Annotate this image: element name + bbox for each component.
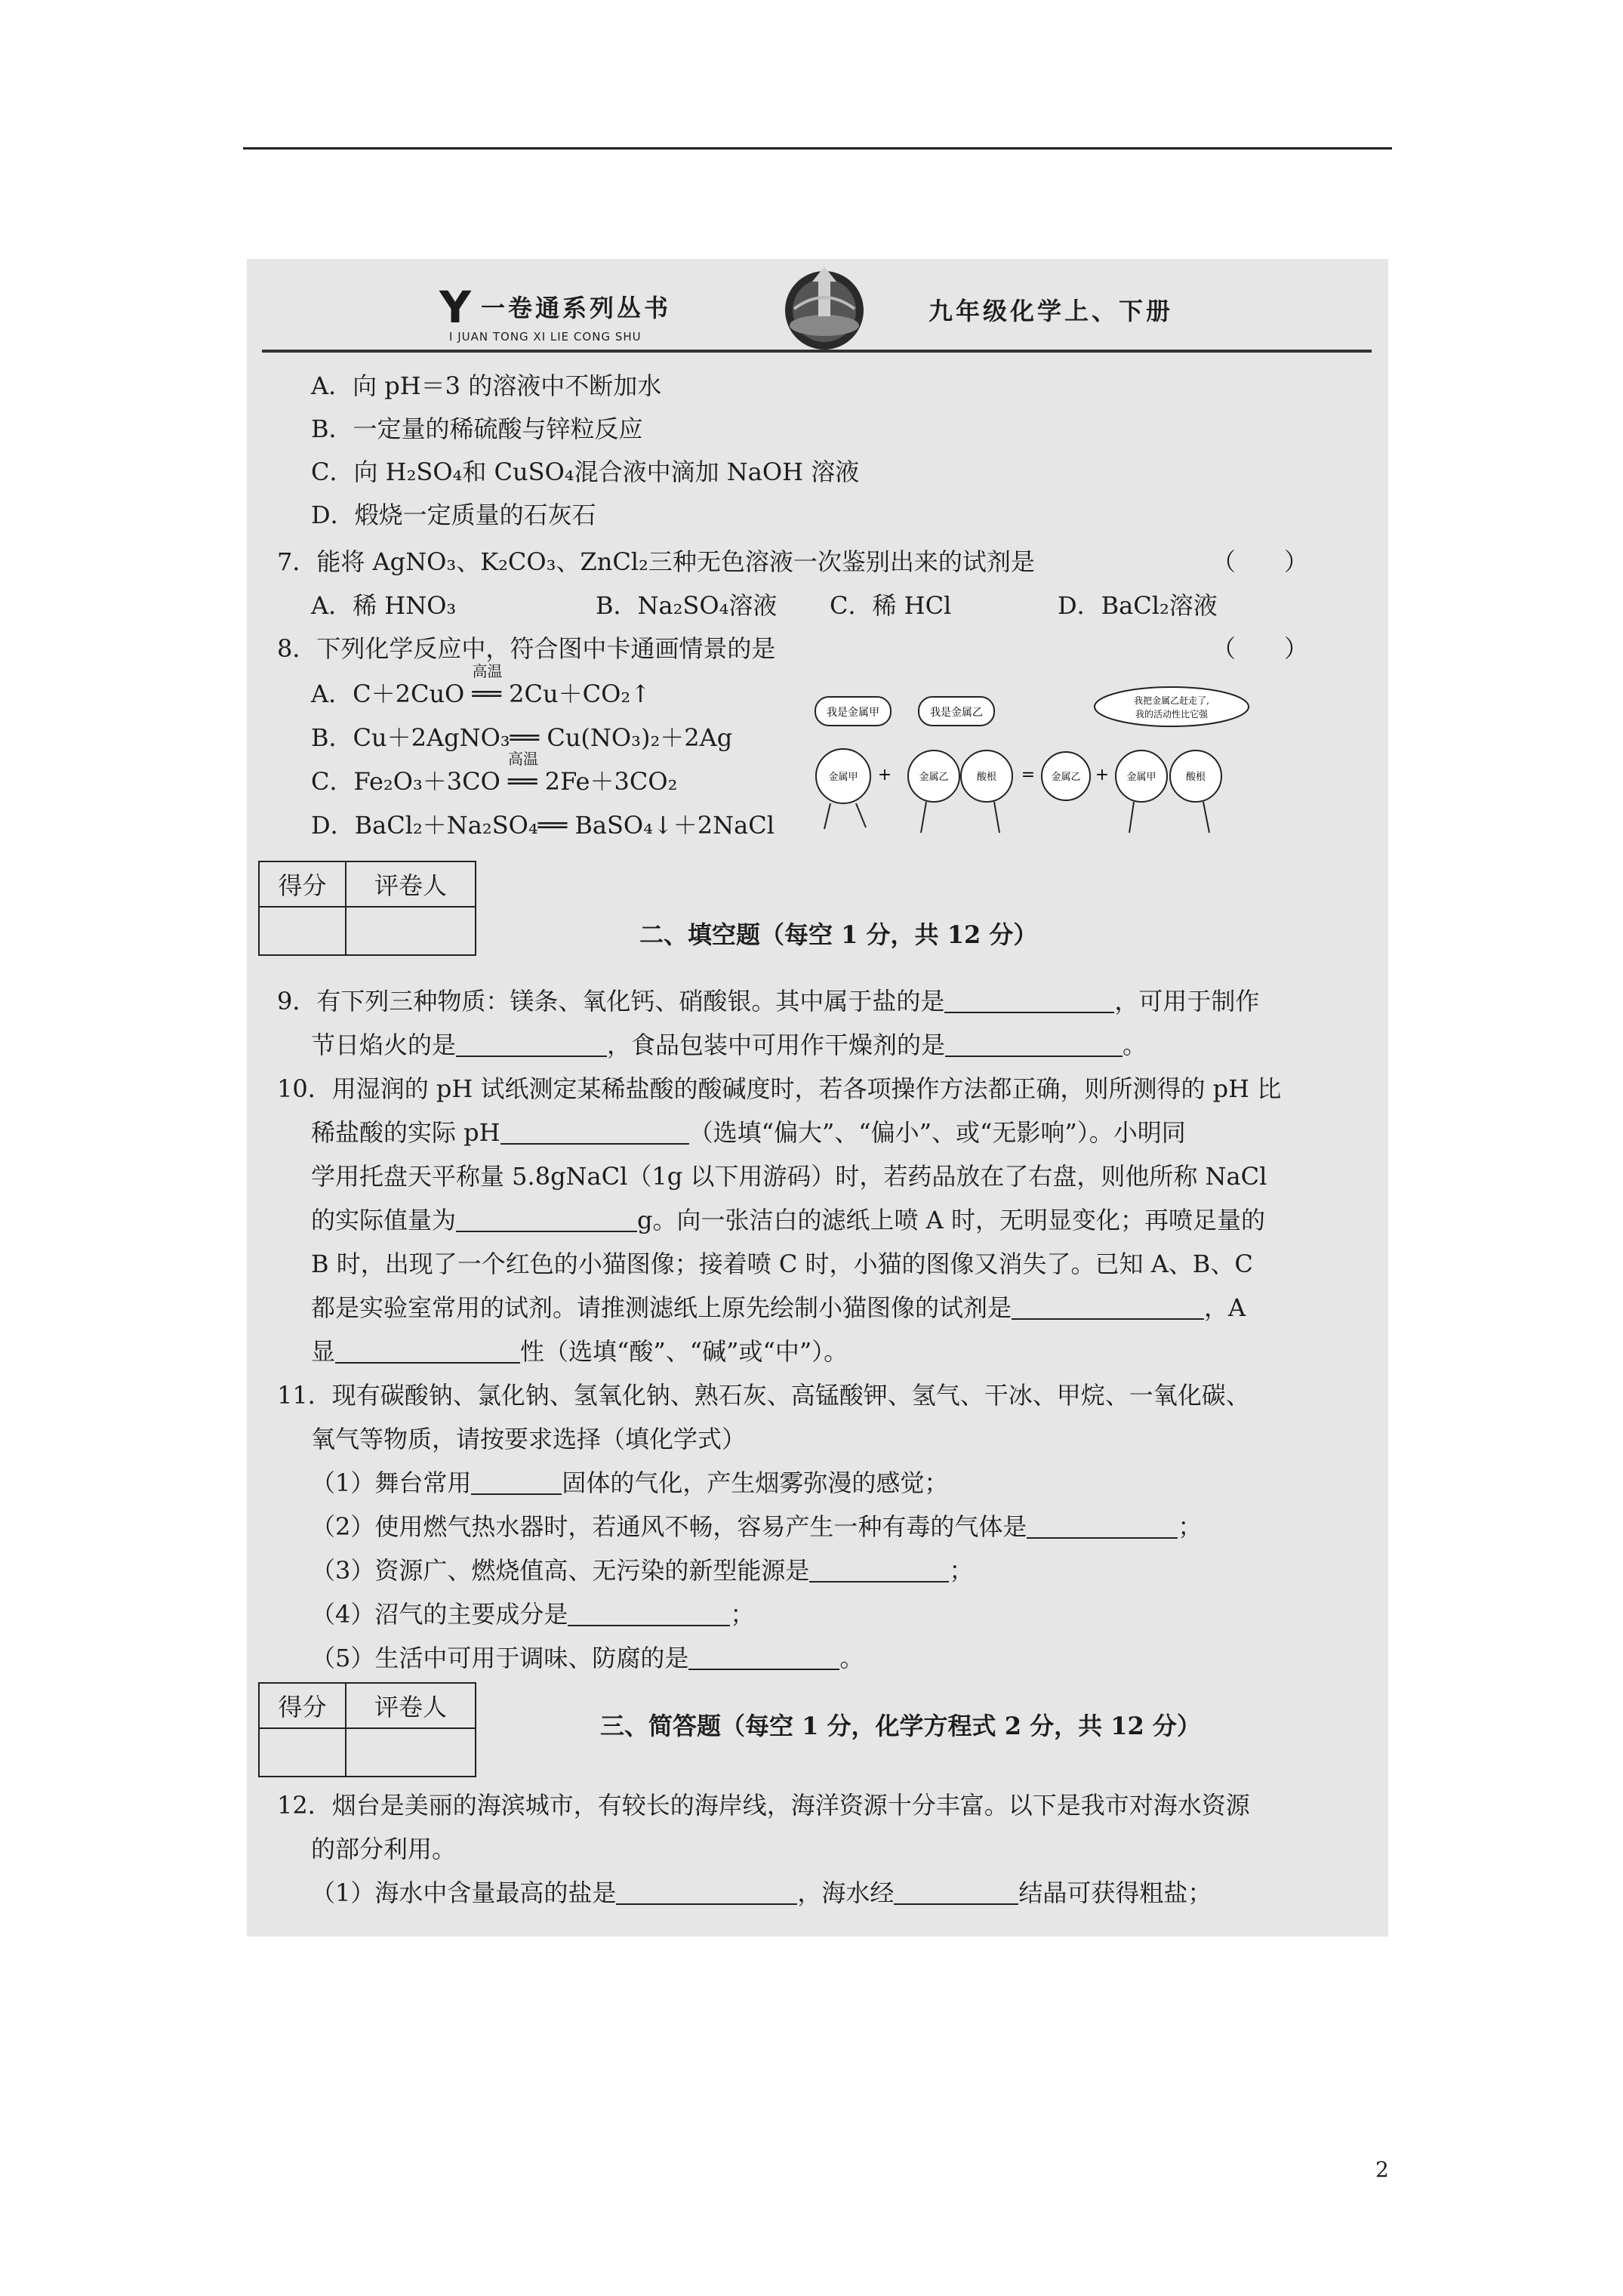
q12-line-1: 12．烟台是美丽的海滨城市，有较长的海岸线，海洋资源十分丰富。以下是我市对海水资源 <box>277 1791 1250 1820</box>
emblem-icon <box>779 264 870 353</box>
equals-sign: = <box>1021 766 1036 784</box>
q10-line-2: 稀盐酸的实际 pH （选填“偏大”、“偏小”、或“无影响”）。小明同 <box>311 1118 1186 1147</box>
q8-answer-paren: （ ） <box>1212 634 1309 663</box>
score-cell[interactable] <box>259 1728 346 1777</box>
q9-line-1: 9．有下列三种物质：镁条、氧化钙、硝酸银。其中属于盐的是 ，可用于制作 <box>277 987 1260 1015</box>
q10-line-6: 都是实验室常用的试剂。请推测滤纸上原先绘制小猫图像的试剂是 ，A <box>311 1293 1246 1322</box>
answer-blank[interactable] <box>456 1208 637 1232</box>
scanned-page <box>247 259 1388 1937</box>
q7-answer-paren: （ ） <box>1212 547 1309 576</box>
answer-blank[interactable] <box>944 989 1114 1013</box>
grade-box <box>258 1682 476 1777</box>
section-2-heading: 二、填空题（每空 1 分，共 12 分） <box>639 920 1038 949</box>
answer-blank[interactable] <box>471 1471 562 1495</box>
answer-blank[interactable] <box>456 1033 607 1057</box>
score-cell[interactable] <box>259 907 346 955</box>
q6-option-a: A．向 pH＝3 的溶液中不断加水 <box>311 371 662 400</box>
page-number: 2 <box>1375 2157 1389 2182</box>
grade-box-score-label: 得分 <box>259 861 346 907</box>
grader-cell[interactable] <box>346 1728 476 1777</box>
q7-option-c: C．稀 HCl <box>830 591 952 620</box>
answer-blank[interactable] <box>1027 1515 1178 1539</box>
reaction-condition: 高温 <box>472 662 503 680</box>
acid-radical-label: 酸根 <box>1185 772 1206 783</box>
answer-blank[interactable] <box>688 1646 839 1670</box>
series-name: 一卷通系列丛书 <box>481 294 672 322</box>
metal-a-label: 金属甲 <box>828 772 858 783</box>
answer-blank[interactable] <box>809 1558 949 1583</box>
q12-sub-1: （1）海水中含量最高的盐是 ，海水经 结晶可获得粗盐； <box>311 1878 1212 1907</box>
q8-option-b: B．Cu＋2AgNO₃══ Cu(NO₃)₂＋2Ag <box>311 723 733 752</box>
answer-blank[interactable] <box>500 1120 689 1145</box>
grade-box-grader-label: 评卷人 <box>346 861 476 907</box>
answer-blank[interactable] <box>568 1602 730 1626</box>
section-3-heading: 三、简答题（每空 1 分，化学方程式 2 分，共 12 分） <box>600 1712 1201 1740</box>
q6-option-d: D．煅烧一定质量的石灰石 <box>311 501 596 529</box>
bubble-text-3b: 我的活动性比它强 <box>1135 709 1209 720</box>
grade-box-grader-label: 评卷人 <box>346 1683 476 1728</box>
book-header <box>247 259 1388 350</box>
answer-blank[interactable] <box>616 1881 797 1905</box>
speech-bubble <box>1095 687 1249 726</box>
q10-line-1: 10．用湿润的 pH 试纸测定某稀盐酸的酸碱度时，若各项操作方法都正确，则所测得的 pH 比 <box>277 1074 1282 1103</box>
answer-blank[interactable] <box>945 1033 1123 1057</box>
q11-line-2: 氧气等物质，请按要求选择（填化学式） <box>311 1425 747 1453</box>
answer-blank[interactable] <box>1012 1296 1204 1320</box>
q9-line-2: 节日焰火的是 ，食品包装中可用作干燥剂的是 。 <box>311 1031 1147 1059</box>
bubble-text-1: 我是金属甲 <box>827 707 879 719</box>
q11-sub-3: （3）资源广、燃烧值高、无污染的新型能源是 ； <box>311 1556 974 1585</box>
q11-sub-1: （1）舞台常用 固体的气化，产生烟雾弥漫的感觉； <box>311 1469 949 1497</box>
top-rule <box>243 147 1392 149</box>
series-logo-letter: Y <box>439 282 471 333</box>
q11-sub-2: （2）使用燃气热水器时，若通风不畅，容易产生一种有毒的气体是 ； <box>311 1512 1203 1541</box>
grade-box-score-label: 得分 <box>259 1683 346 1728</box>
reaction-arrow: 高温 ══ <box>472 662 503 708</box>
q10-line-3: 学用托盘天平称量 5.8gNaCl（1g 以下用游码）时，若药品放在了右盘，则他所称 NaCl <box>311 1162 1267 1191</box>
q6-option-b: B．一定量的稀硫酸与锌粒反应 <box>311 415 643 443</box>
plus-sign: + <box>877 766 892 784</box>
q10-line-4: 的实际值量为 g。向一张洁白的滤纸上喷 A 时，无明显变化；再喷足量的 <box>311 1206 1265 1234</box>
metal-a-label: 金属甲 <box>1126 772 1156 783</box>
acid-radical-label: 酸根 <box>976 772 997 783</box>
reaction-condition: 高温 <box>508 750 539 768</box>
grader-cell[interactable] <box>346 907 476 955</box>
q8-stem: 8．下列化学反应中，符合图中卡通画情景的是 <box>277 634 776 663</box>
reaction-arrow: 高温 ══ <box>508 750 539 796</box>
q8-option-d: D．BaCl₂＋Na₂SO₄══ BaSO₄↓＋2NaCl <box>311 811 775 840</box>
metal-b-label: 金属乙 <box>1051 772 1081 783</box>
plus-sign: + <box>1095 766 1110 784</box>
q6-option-c: C．向 H₂SO₄和 CuSO₄混合液中滴加 NaOH 溶液 <box>311 458 860 486</box>
q8-option-c: C．Fe₂O₃＋3CO 高温 ══ 2Fe＋3CO₂ <box>311 750 678 796</box>
bubble-text-2: 我是金属乙 <box>930 707 983 719</box>
q8-option-a: A．C＋2CuO 高温 ══ 2Cu＋CO₂↑ <box>311 662 651 708</box>
q7-option-d: D．BaCl₂溶液 <box>1058 591 1218 620</box>
q11-sub-4: （4）沼气的主要成分是 ； <box>311 1600 755 1629</box>
q10-line-5: B 时，出现了一个红色的小猫图像；接着喷 C 时，小猫的图像又消失了。已知 A、B、C <box>311 1250 1253 1278</box>
grade-box <box>258 861 476 956</box>
q12-line-2: 的部分利用。 <box>311 1835 457 1863</box>
q11-sub-5: （5）生活中可用于调味、防腐的是 。 <box>311 1644 864 1672</box>
bubble-text-3a: 我把金属乙赶走了, <box>1134 695 1209 706</box>
answer-blank[interactable] <box>335 1339 520 1364</box>
book-title: 九年级化学上、下册 <box>929 297 1174 325</box>
q7-option-a: A．稀 HNO₃ <box>311 591 457 620</box>
series-pinyin: I JUAN TONG XI LIE CONG SHU <box>449 330 642 344</box>
header-rule <box>262 350 1372 353</box>
q11-line-1: 11．现有碳酸钠、氯化钠、氢氧化钠、熟石灰、高锰酸钾、氢气、干冰、甲烷、一氧化碳、 <box>277 1381 1250 1410</box>
metal-b-label: 金属乙 <box>919 772 949 783</box>
answer-blank[interactable] <box>894 1881 1018 1905</box>
q7-stem: 7．能将 AgNO₃、K₂CO₃、ZnCl₂三种无色溶液一次鉴别出来的试剂是 <box>277 547 1035 576</box>
metal-displacement-cartoon <box>802 686 1255 859</box>
q7-option-b: B．Na₂SO₄溶液 <box>596 591 778 620</box>
q10-line-7: 显 性（选填“酸”、“碱”或“中”）。 <box>311 1337 848 1366</box>
